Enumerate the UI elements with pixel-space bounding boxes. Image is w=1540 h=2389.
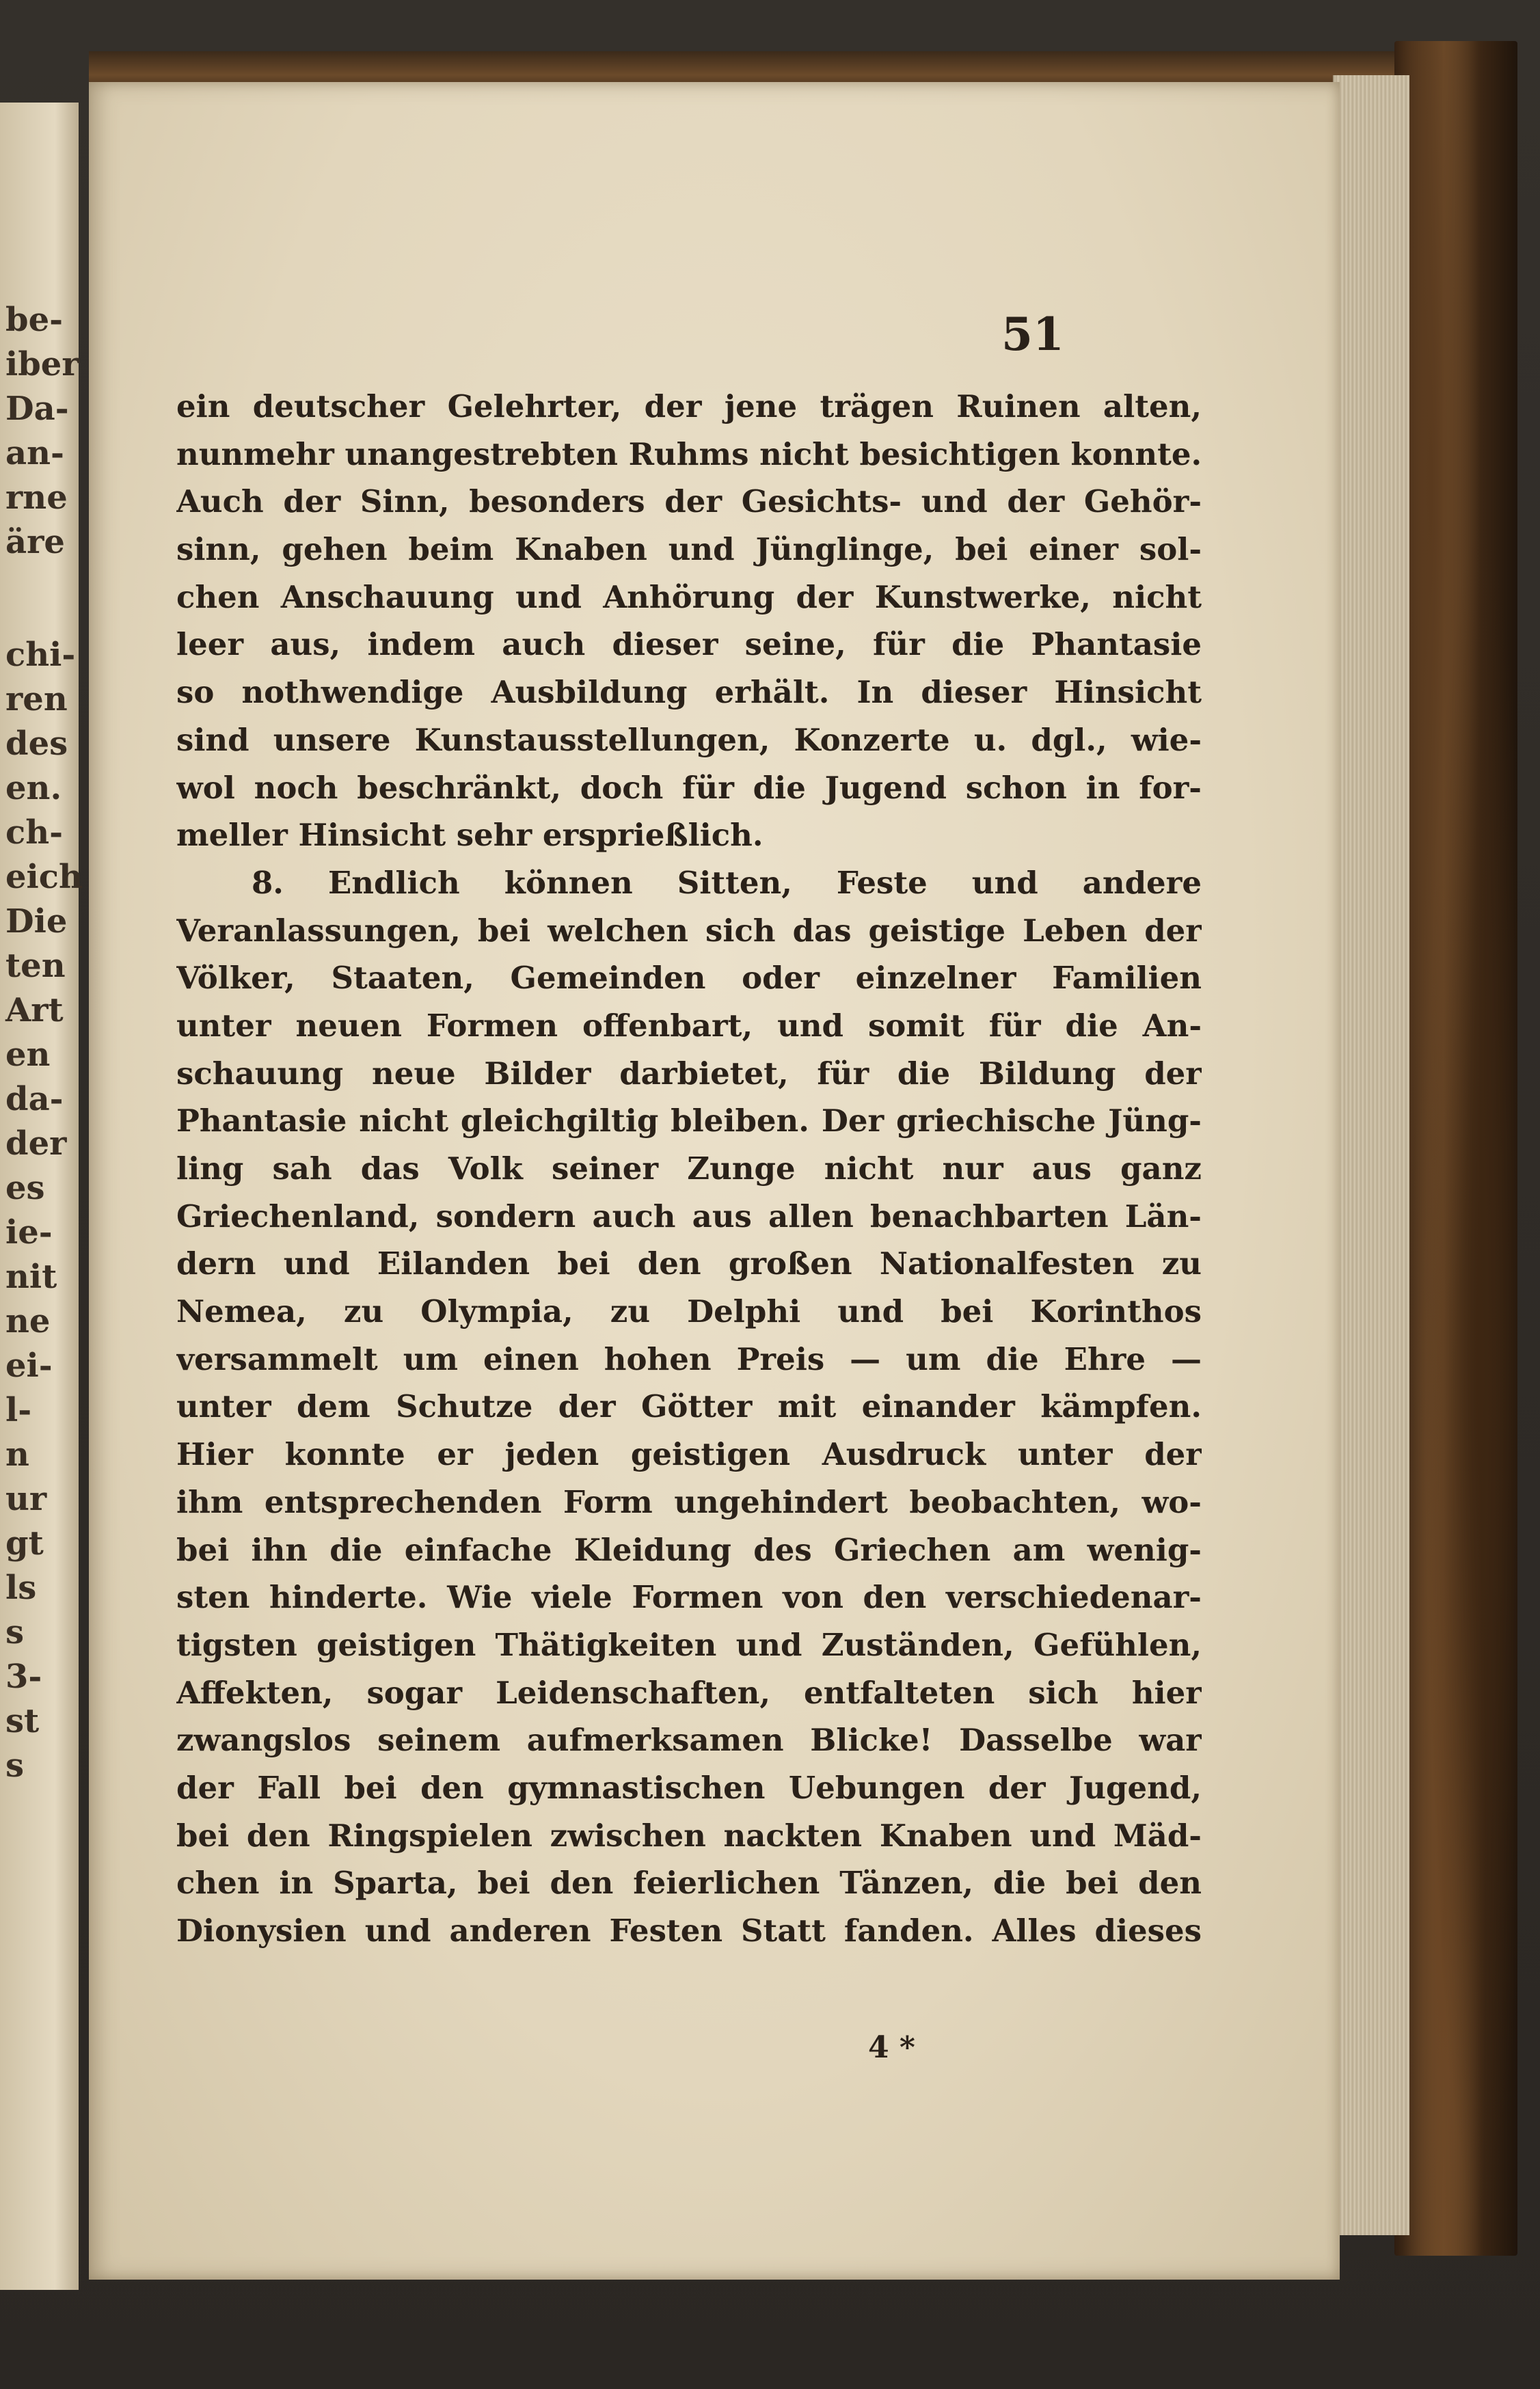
left-page-fragment: ten	[5, 947, 66, 985]
left-page-fragment: n	[5, 1435, 29, 1474]
left-page-fragment: 3-	[5, 1658, 42, 1696]
left-page-fragment: ls	[5, 1569, 37, 1607]
left-page-fragment: rne	[5, 478, 68, 517]
text-line: so nothwendige Ausbildung erhält. In dieser Hinsicht	[176, 674, 1202, 711]
body-text	[176, 383, 1202, 1955]
text-line: wol noch beschränkt, doch für die Jugend schon in for-	[176, 769, 1202, 806]
text-line: chen in Sparta, bei den feierlichen Tänzen, die bei den	[176, 1865, 1202, 1902]
text-line: zwangslos seinem aufmerksamen Blicke! Dasselbe war	[176, 1722, 1202, 1759]
text-line: Dionysien und anderen Festen Statt fanden. Alles dieses	[176, 1913, 1202, 1949]
book-cover-right	[1394, 41, 1517, 2256]
left-page-fragment: gt	[5, 1524, 44, 1563]
left-page-fragment: nit	[5, 1258, 57, 1296]
text-line: tigsten geistigen Thätigkeiten und Zuständen, Gefühlen,	[176, 1626, 1202, 1663]
left-page-fragment: ne	[5, 1302, 51, 1340]
text-line: leer aus, indem auch dieser seine, für die Phantasie	[176, 626, 1202, 663]
left-page-fragment: an-	[5, 434, 64, 472]
text-line: Griechenland, sondern auch aus allen benachbarten Län-	[176, 1198, 1202, 1234]
text-line: sind unsere Kunstausstellungen, Konzerte u. dgl., wie-	[176, 721, 1202, 758]
text-line: dern und Eilanden bei den großen Nationalfesten zu	[176, 1245, 1202, 1282]
text-line: 8. Endlich können Sitten, Feste und andere	[252, 864, 1202, 901]
page-number: 51	[1001, 308, 1064, 361]
left-page-fragment: des	[5, 725, 68, 763]
text-line: meller Hinsicht sehr ersprießlich.	[176, 817, 764, 854]
left-page-fragment: st	[5, 1702, 40, 1740]
left-page-fragment: ur	[5, 1480, 47, 1518]
text-line: chen Anschauung und Anhörung der Kunstwerke, nicht	[176, 578, 1202, 615]
text-line: bei den Ringspielen zwischen nackten Knaben und Mäd-	[176, 1817, 1202, 1854]
left-page-fragment: Die	[5, 902, 68, 941]
left-page-fragment: Da-	[5, 390, 69, 428]
book-page	[89, 82, 1340, 2280]
text-line: versammelt um einen hohen Preis — um die Ehre —	[176, 1340, 1202, 1377]
text-line: ein deutscher Gelehrter, der jene trägen Ruinen alten,	[176, 388, 1202, 424]
text-line: sten hinderte. Wie viele Formen von den verschiedenar-	[176, 1579, 1202, 1616]
text-line: schauung neue Bilder darbietet, für die Bildung der	[176, 1055, 1202, 1092]
text-line: bei ihn die einfache Kleidung des Griechen am wenig-	[176, 1531, 1202, 1568]
text-line: Auch der Sinn, besonders der Gesichts- und der Gehör-	[176, 483, 1202, 520]
left-page-fragment: en	[5, 1036, 51, 1074]
left-page-fragment: der	[5, 1124, 67, 1163]
text-line: Hier konnte er jeden geistigen Ausdruck unter der	[176, 1436, 1202, 1473]
text-line: Nemea, zu Olympia, zu Delphi und bei Korinthos	[176, 1293, 1202, 1330]
left-page-fragment: ren	[5, 680, 68, 718]
left-page-fragment: äre	[5, 523, 65, 561]
left-page-fragment: eich	[5, 858, 83, 896]
left-page-fragment: iber	[5, 345, 79, 383]
left-page-fragment: l-	[5, 1391, 32, 1429]
left-page-fragment: chi-	[5, 636, 76, 674]
left-page-fragment: s	[5, 1613, 25, 1651]
left-page-fragment: es	[5, 1169, 45, 1207]
text-line: unter dem Schutze der Götter mit einander kämpfen.	[176, 1388, 1202, 1425]
text-line: nunmehr unangestrebten Ruhms nicht besichtigen konnte.	[176, 435, 1202, 472]
text-line: Veranlassungen, bei welchen sich das geistige Leben der	[176, 912, 1202, 949]
left-page-fragment: da-	[5, 1080, 64, 1118]
left-page-fragment: be-	[5, 301, 64, 339]
text-line: Völker, Staaten, Gemeinden oder einzelner Familien	[176, 960, 1202, 997]
printer-signature: 4 *	[868, 2030, 915, 2065]
text-line: ihm entsprechenden Form ungehindert beobachten, wo-	[176, 1483, 1202, 1520]
left-page-fragment: ie-	[5, 1213, 53, 1252]
text-line: Affekten, sogar Leidenschaften, entfalteten sich hier	[176, 1674, 1202, 1711]
left-page-fragment: ei-	[5, 1347, 53, 1385]
text-line: unter neuen Formen offenbart, und somit für die An-	[176, 1007, 1202, 1044]
left-page-fragment: ch-	[5, 813, 64, 852]
page-stack-edge	[1333, 75, 1409, 2235]
text-line: Phantasie nicht gleichgiltig bleiben. Der griechische Jüng-	[176, 1103, 1202, 1139]
left-page-fragment: en.	[5, 769, 62, 807]
left-page-fragment: Art	[5, 991, 64, 1029]
left-page-edge	[0, 103, 83, 2290]
text-line: der Fall bei den gymnastischen Uebungen der Jugend,	[176, 1769, 1202, 1806]
text-line: ling sah das Volk seiner Zunge nicht nur aus ganz	[176, 1150, 1202, 1187]
text-line: sinn, gehen beim Knaben und Jünglinge, bei einer sol-	[176, 531, 1202, 568]
left-page-fragment: s	[5, 1746, 25, 1785]
